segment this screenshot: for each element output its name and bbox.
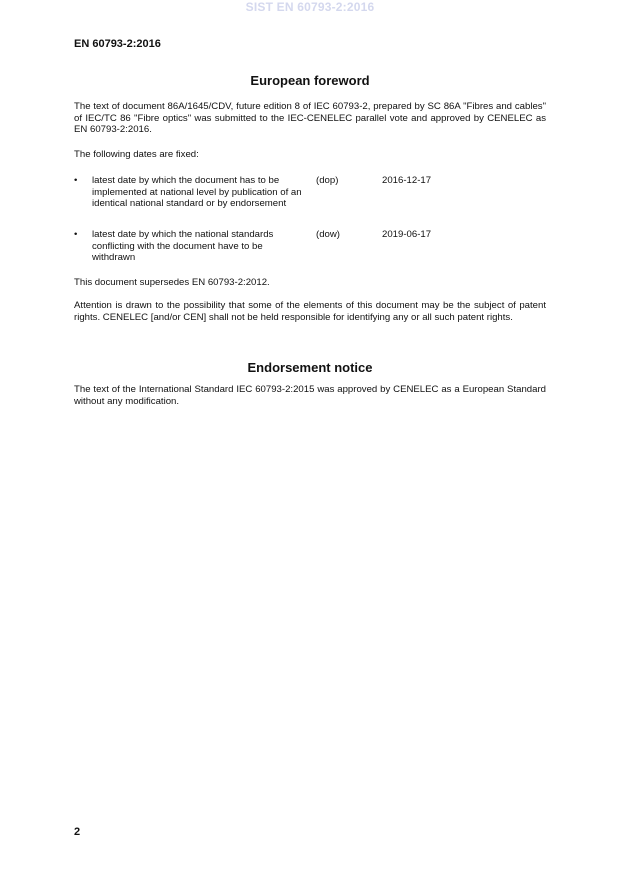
date-item-date: 2016-12-17 <box>382 175 432 186</box>
date-item-description: latest date by which the national standards conflicting with the document have to be withdrawn <box>92 229 274 264</box>
date-item-code: (dop) <box>316 175 339 186</box>
foreword-paragraph-patent: Attention is drawn to the possibility that some of the elements of this document may be the subject of patent rights. CENELEC [and/or CEN] shall not be held responsible for identifying any or all such patent rights. <box>74 300 546 323</box>
bullet-icon: • <box>74 229 78 240</box>
watermark: SIST EN 60793-2:2016 <box>245 0 375 14</box>
date-item-code: (dow) <box>316 229 340 240</box>
page-number: 2 <box>74 826 81 838</box>
foreword-paragraph-dates-intro: The following dates are fixed: <box>74 149 199 160</box>
endorsement-notice-heading: Endorsement notice <box>247 360 373 375</box>
foreword-paragraph-supersedes: This document supersedes EN 60793-2:2012. <box>74 277 270 288</box>
date-item-description: latest date by which the document has to be implemented at national level by publication of an identical national standard or by endorsement <box>92 175 302 210</box>
document-id-header: EN 60793-2:2016 <box>74 38 161 50</box>
date-item-dop <box>74 175 546 221</box>
date-item-date: 2019-06-17 <box>382 229 432 240</box>
date-item-dow <box>74 229 546 264</box>
european-foreword-heading: European foreword <box>250 73 370 88</box>
endorsement-paragraph: The text of the International Standard IEC 60793-2:2015 was approved by CENELEC as a European Standard without any modification. <box>74 384 546 407</box>
bullet-icon: • <box>74 175 78 186</box>
foreword-paragraph-intro: The text of document 86A/1645/CDV, future edition 8 of IEC 60793-2, prepared by SC 86A "Fibres and cables" of IEC/TC 86 "Fibre optics" was submitted to the IEC-CENELEC parallel vote and approved by CENELEC as EN 60793-2:2016. <box>74 101 546 136</box>
